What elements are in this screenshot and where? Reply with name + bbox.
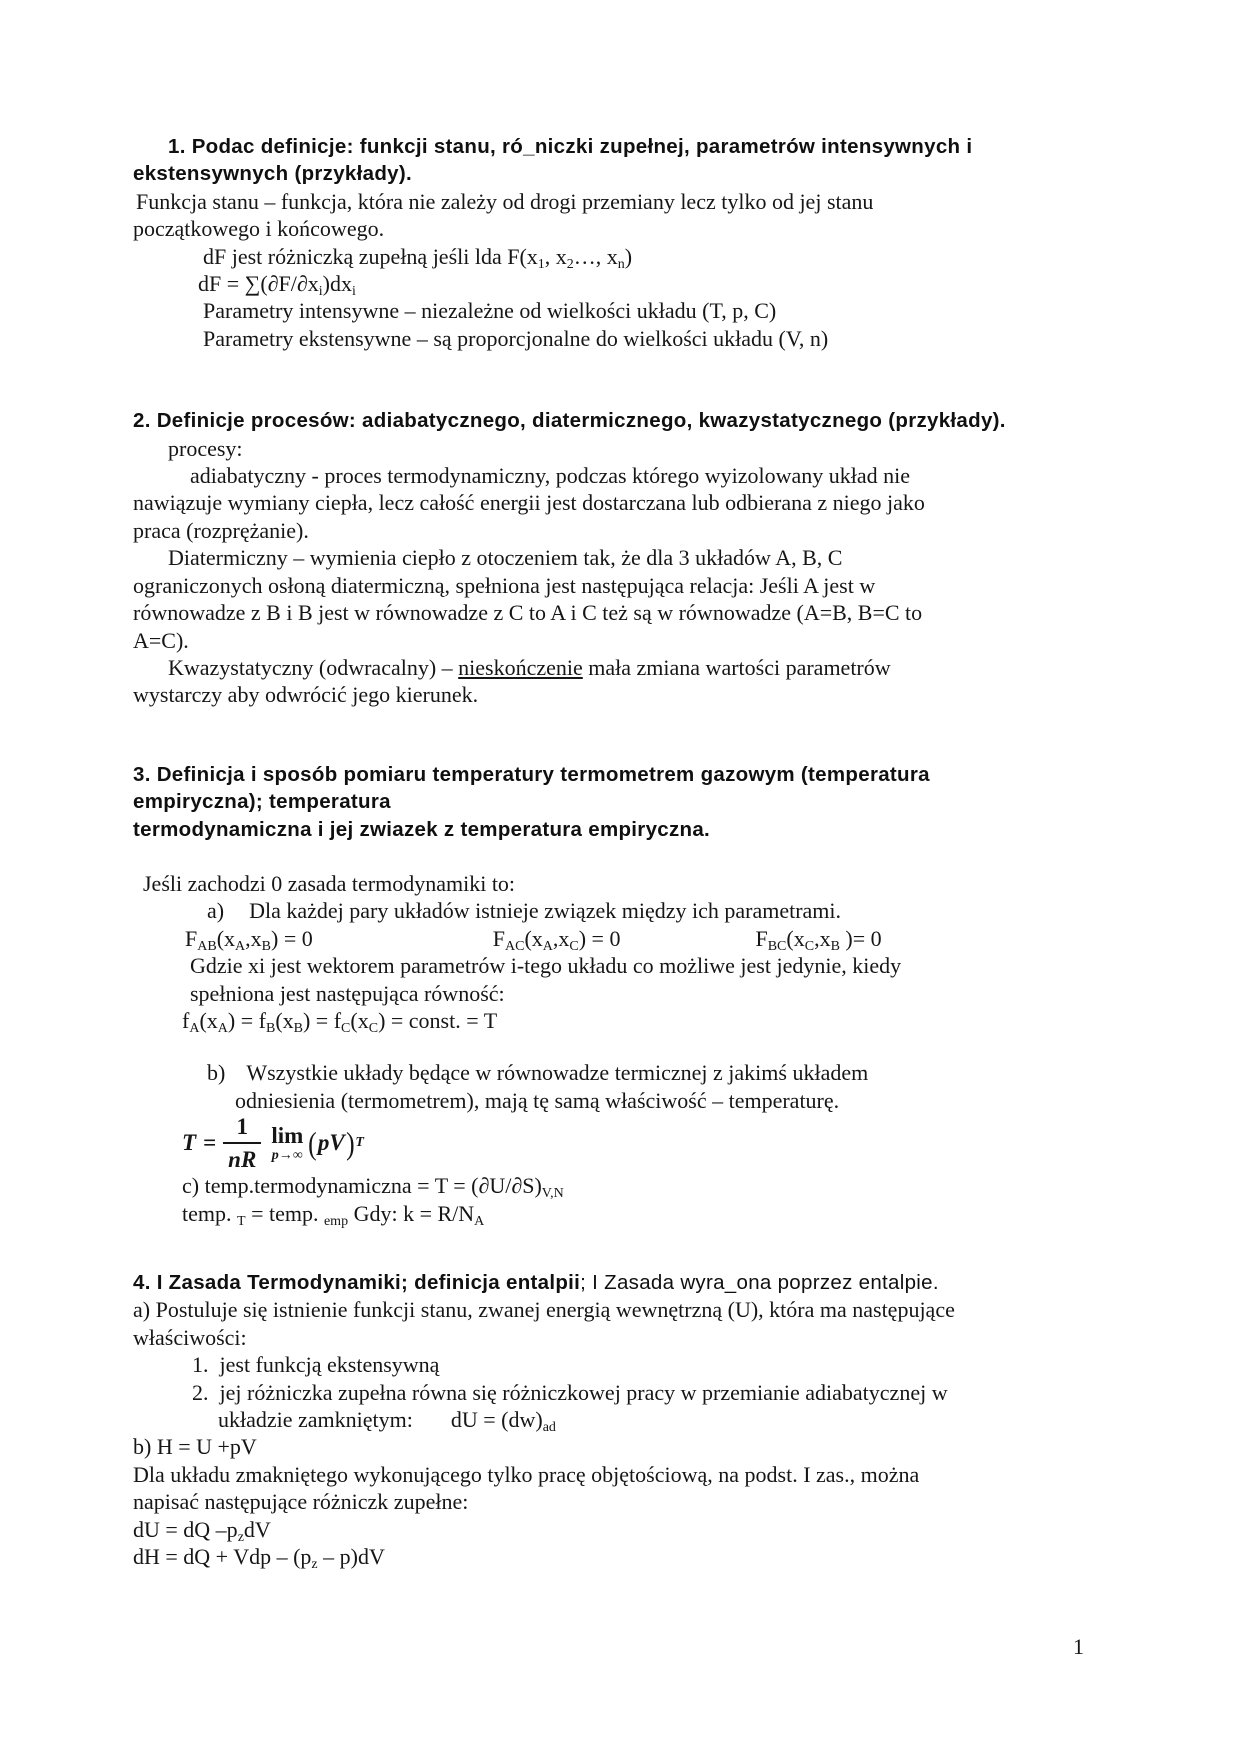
equation: $F_{BC}(x_C,x_B$ )= 0 [755,925,882,954]
text-run: dF = ∑(∂F/∂x [198,271,319,297]
body-line: Diatermiczny – wymienia ciepło z otoczeniem tak, że dla 3 układów A, B, C [168,545,843,571]
section-3-heading-line-1: 3. Definicja i sposób pomiaru temperatury termometrem gazowym (temperatura [133,762,930,786]
equation: dU = $(dw)_{ad}$ [450,1407,556,1436]
text-run: układzie zamkniętym: [218,1407,413,1433]
formula-line: b) H = U +pV [133,1434,257,1460]
text-run: …, x [573,243,618,269]
section-2-heading: 2. Definicje procesów: adiabatycznego, diatermicznego, kwazystatycznego (przykłady). [133,409,1006,433]
limit-operator: lim p→∞ [271,1122,304,1163]
body-line: nawiązuje wymiany ciepła, lecz całość energii jest dostarczana lub odbierana z niego jako [133,490,925,516]
section-3-heading-line-3: termodynamiczna i jej zwiazek z temperatura empiryczna. [133,817,711,841]
text-run: mała zmiana wartości parametrów [582,654,891,680]
formula-line: dU = dQ $-p_zdV$ [133,1516,271,1545]
close-paren: ) [345,1124,355,1161]
formula-line: dH = dQ + Vdp – $(p_z - p)dV$ [133,1544,385,1573]
item-label: 2. [192,1379,209,1405]
text-run: )dx [322,271,352,297]
subscript-run: i [351,284,356,300]
temperature-limit-formula: T = $\frac{1}{nR}$ lim p→∞ ( pV ) T [182,1114,364,1173]
body-line: początkowego i końcowego. [133,216,385,242]
body-line: odniesienia (termometrem), mają tę samą właściwość – temperaturę. [235,1087,840,1113]
formula-row [185,925,1113,952]
body-line: ograniczonych osłoną diatermiczną, spełniona jest następująca relacja: Jeśli A jest w [133,572,876,598]
math-body: pV [317,1130,345,1156]
item-label: a) [207,898,225,924]
item-text: jej różniczka zupełna równa się różniczkowej pracy w przemianie adiabatycznej w [219,1379,948,1405]
body-line: adiabatyczny - proces termodynamiczny, podczas którego wyizolowany układ nie [190,463,911,489]
document-content [133,133,1113,1573]
item-text: jest funkcją ekstensywną [219,1352,440,1378]
formula-line: temp. $_T$ = temp. $_{emp}$ Gdy: $k = R/N_A$ [182,1200,485,1229]
body-line: Jeśli zachodzi 0 zasada termodynamiki to: [143,870,516,896]
body-line: Gdzie xi jest wektorem parametrów i-tego układu co możliwe jest jedynie, kiedy [190,953,902,979]
body-line: Parametry ekstensywne – są proporcjonalne do wielkości układu (V, n) [203,325,829,351]
item-text: Wszystkie układy będące w równowadze termicznej z jakimś układem [246,1060,869,1086]
list-item-2 [192,1379,1113,1406]
body-line [168,654,1113,681]
formula-line: c) temp.termodynamiczna = $T = (\partial U/\partial S)_{V,N}$ [182,1173,564,1202]
formula-line [198,270,1113,300]
body-line: napisać następujące różniczk zupełne: [133,1489,469,1515]
equation: $F_{AC}(x_A,x_C) = 0$ [492,925,621,954]
list-item-a [207,897,1113,924]
body-line: Dla układu zmakniętego wykonującego tylko pracę objętościową, na podst. I zas., można [133,1461,920,1487]
equation: $F_{AB}(x_A,x_B) = 0$ [185,925,313,954]
body-line: praca (rozprężanie). [133,517,309,543]
open-paren: ( [308,1124,317,1161]
subscript-run: n [617,256,625,272]
item-label: 1. [192,1352,209,1378]
section-4-heading [133,1269,1113,1296]
body-line [218,1406,1113,1436]
body-line: a) Postuluje się istnienie funkcji stanu, zwanej energią wewnętrzną (U), która ma następujące [133,1297,955,1323]
page-number: 1 [1073,1634,1084,1659]
body-line: A=C). [133,627,189,653]
body-line: równowadze z B i B jest w równowadze z C to A i C też są w równowadze (A=B, B=C to [133,600,923,626]
section-1-heading-line-2: ekstensywnych (przykłady). [133,162,412,186]
item-label: b) [207,1060,226,1086]
formula-line: $f_A(x_A) = f_B(x_B) = f_C(x_C)$ = const. = T [182,1007,498,1036]
formula-line [203,243,1113,270]
body-line: procesy: [168,435,243,461]
body-line: Funkcja stanu – funkcja, która nie zależy od drogi przemiany lecz tylko od jej stanu [136,188,874,214]
heading-bold-run: 4. I Zasada Termodynamiki; definicja entalpii [133,1271,581,1294]
body-line: Parametry intensywne – niezależne od wielkości układu (T, p, C) [203,298,777,324]
underlined-run: nieskończenie [458,654,583,680]
fraction: $\frac{1}{nR}$ [223,1115,261,1171]
section-3-heading-line-2: empiryczna); temperatura [133,790,391,814]
subscript-run: 2 [566,256,574,272]
math-lhs: T [182,1130,197,1156]
subscript-run: 1 [537,256,545,272]
body-line: spełniona jest następująca równość: [190,980,505,1006]
section-1-heading-line-1: 1. Podac definicje: funkcji stanu, ró_niczki zupełnej, parametrów intensywnych i [168,135,973,158]
list-item-b [207,1059,1113,1086]
equals-sign: = [203,1130,217,1156]
body-line: wystarczy aby odwrócić jego kierunek. [133,682,479,708]
item-text: Dla każdej pary układów istnieje związek między ich parametrami. [249,898,842,924]
list-item-1 [192,1351,1113,1378]
body-line: właściwości: [133,1324,247,1350]
text-run: ) [624,243,633,269]
heading-regular-run: ; I Zasada wyra_ona poprzez entalpie. [580,1271,939,1294]
text-run: dF jest różniczką zupełną jeśli lda F(x [203,243,538,269]
text-run: Kwazystatyczny (odwracalny) – [168,654,459,680]
text-run: , x [544,243,567,269]
subscript-run: i [318,284,323,300]
